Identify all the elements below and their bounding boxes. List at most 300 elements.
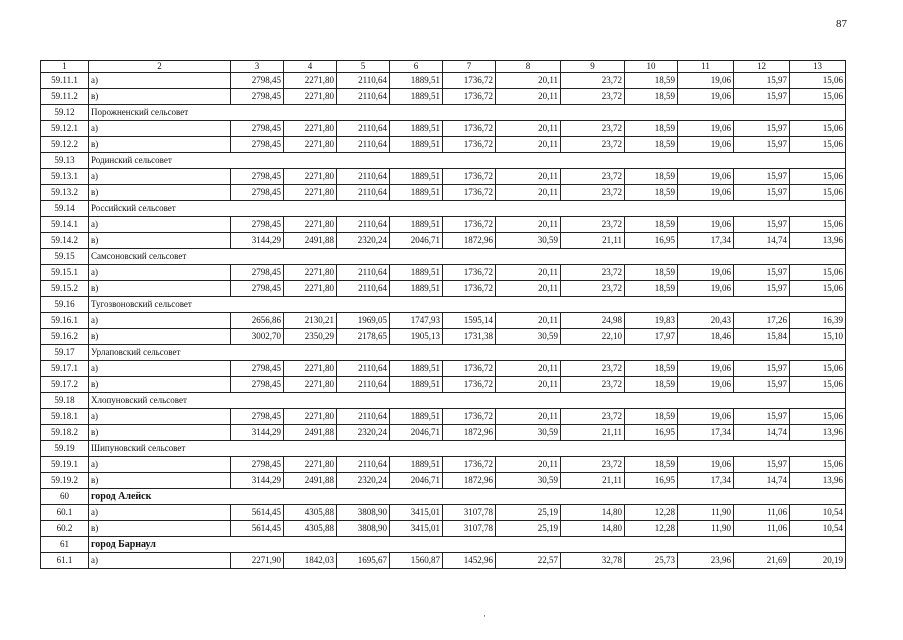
value-cell: 2798,45: [231, 265, 284, 281]
value-cell: 11,90: [678, 521, 734, 537]
value-cell: 1736,72: [443, 281, 496, 297]
value-cell: 23,72: [561, 89, 625, 105]
value-cell: 11,06: [734, 505, 790, 521]
value-cell: 15,06: [790, 409, 846, 425]
row-code: 59.18: [41, 393, 89, 409]
row-code: 59.16: [41, 297, 89, 313]
value-cell: 3144,29: [231, 233, 284, 249]
row-subtype: в): [89, 233, 231, 249]
value-cell: 2110,64: [337, 409, 390, 425]
value-cell: 19,06: [678, 409, 734, 425]
value-cell: 2271,80: [284, 281, 337, 297]
value-cell: 32,78: [561, 553, 625, 569]
value-cell: 23,72: [561, 137, 625, 153]
value-cell: 2110,64: [337, 265, 390, 281]
value-cell: 2271,80: [284, 121, 337, 137]
value-cell: 2110,64: [337, 217, 390, 233]
value-cell: 2798,45: [231, 121, 284, 137]
value-cell: 2110,64: [337, 121, 390, 137]
value-cell: 23,72: [561, 265, 625, 281]
row-code: 59.17.2: [41, 377, 89, 393]
value-cell: 1747,93: [390, 313, 443, 329]
value-cell: 18,59: [625, 409, 678, 425]
row-code: 59.13: [41, 153, 89, 169]
value-cell: 19,06: [678, 361, 734, 377]
row-subtype: а): [89, 313, 231, 329]
value-cell: 2110,64: [337, 377, 390, 393]
table-row: [41, 377, 846, 393]
group-row: [41, 345, 846, 361]
value-cell: 2046,71: [390, 425, 443, 441]
row-code: 60.1: [41, 505, 89, 521]
value-cell: 18,59: [625, 185, 678, 201]
value-cell: 1736,72: [443, 265, 496, 281]
group-name: город Алейск: [89, 489, 846, 505]
value-cell: 19,06: [678, 281, 734, 297]
value-cell: 1889,51: [390, 89, 443, 105]
value-cell: 15,06: [790, 137, 846, 153]
value-cell: 4305,88: [284, 505, 337, 521]
table-row: [41, 553, 846, 569]
value-cell: 10,54: [790, 505, 846, 521]
value-cell: 15,06: [790, 457, 846, 473]
row-code: 60: [41, 489, 89, 505]
value-cell: 20,19: [790, 553, 846, 569]
row-code: 61.1: [41, 553, 89, 569]
value-cell: 17,97: [625, 329, 678, 345]
value-cell: 17,34: [678, 233, 734, 249]
value-cell: 20,11: [496, 457, 561, 473]
value-cell: 2798,45: [231, 281, 284, 297]
value-cell: 25,19: [496, 521, 561, 537]
value-cell: 18,59: [625, 281, 678, 297]
row-subtype: в): [89, 329, 231, 345]
row-code: 59.13.2: [41, 185, 89, 201]
value-cell: 2271,80: [284, 457, 337, 473]
table-row: [41, 457, 846, 473]
value-cell: 5614,45: [231, 521, 284, 537]
value-cell: 2798,45: [231, 169, 284, 185]
column-number-header: 6: [390, 61, 443, 73]
value-cell: 19,06: [678, 377, 734, 393]
value-cell: 17,34: [678, 425, 734, 441]
value-cell: 15,97: [734, 137, 790, 153]
value-cell: 20,11: [496, 89, 561, 105]
table-row: [41, 217, 846, 233]
table-row: [41, 329, 846, 345]
value-cell: 2271,80: [284, 217, 337, 233]
page-number: 87: [836, 18, 847, 30]
value-cell: 4305,88: [284, 521, 337, 537]
value-cell: 3415,01: [390, 521, 443, 537]
value-cell: 23,72: [561, 121, 625, 137]
value-cell: 1872,96: [443, 233, 496, 249]
value-cell: 3808,90: [337, 505, 390, 521]
row-code: 59.18.1: [41, 409, 89, 425]
row-code: 59.16.2: [41, 329, 89, 345]
table-row: [41, 361, 846, 377]
value-cell: 1736,72: [443, 377, 496, 393]
value-cell: 1889,51: [390, 265, 443, 281]
value-cell: 19,06: [678, 217, 734, 233]
value-cell: 15,97: [734, 169, 790, 185]
value-cell: 22,10: [561, 329, 625, 345]
value-cell: 19,06: [678, 457, 734, 473]
value-cell: 18,59: [625, 457, 678, 473]
column-number-header: 8: [496, 61, 561, 73]
value-cell: 2656,86: [231, 313, 284, 329]
value-cell: 2491,88: [284, 233, 337, 249]
value-cell: 2798,45: [231, 409, 284, 425]
value-cell: 2271,80: [284, 185, 337, 201]
header-row: [41, 61, 846, 73]
value-cell: 3415,01: [390, 505, 443, 521]
row-code: 59.19.1: [41, 457, 89, 473]
value-cell: 30,59: [496, 233, 561, 249]
value-cell: 13,96: [790, 473, 846, 489]
value-cell: 2798,45: [231, 137, 284, 153]
value-cell: 16,95: [625, 233, 678, 249]
column-number-header: 2: [89, 61, 231, 73]
table-row: [41, 409, 846, 425]
column-number-header: 13: [790, 61, 846, 73]
value-cell: 2110,64: [337, 281, 390, 297]
row-code: 59.17: [41, 345, 89, 361]
value-cell: 18,59: [625, 121, 678, 137]
value-cell: 1731,38: [443, 329, 496, 345]
value-cell: 1889,51: [390, 73, 443, 89]
value-cell: 16,95: [625, 425, 678, 441]
value-cell: 1736,72: [443, 137, 496, 153]
row-code: 61: [41, 537, 89, 553]
value-cell: 19,06: [678, 169, 734, 185]
value-cell: 12,28: [625, 505, 678, 521]
value-cell: 2271,80: [284, 377, 337, 393]
value-cell: 2271,80: [284, 169, 337, 185]
row-code: 59.14.2: [41, 233, 89, 249]
value-cell: 23,96: [678, 553, 734, 569]
group-row: [41, 297, 846, 313]
row-subtype: а): [89, 553, 231, 569]
value-cell: 2046,71: [390, 233, 443, 249]
table-row: [41, 313, 846, 329]
value-cell: 2271,80: [284, 89, 337, 105]
table-row: [41, 137, 846, 153]
value-cell: 15,97: [734, 217, 790, 233]
tariff-table: [40, 60, 846, 569]
row-subtype: в): [89, 185, 231, 201]
value-cell: 15,97: [734, 281, 790, 297]
value-cell: 1736,72: [443, 457, 496, 473]
value-cell: 23,72: [561, 409, 625, 425]
value-cell: 19,06: [678, 73, 734, 89]
stray-mark: ·: [483, 611, 486, 621]
row-code: 59.15.2: [41, 281, 89, 297]
value-cell: 20,11: [496, 265, 561, 281]
value-cell: 20,43: [678, 313, 734, 329]
value-cell: 19,06: [678, 137, 734, 153]
value-cell: 1736,72: [443, 185, 496, 201]
value-cell: 5614,45: [231, 505, 284, 521]
value-cell: 3144,29: [231, 425, 284, 441]
value-cell: 15,06: [790, 73, 846, 89]
value-cell: 1889,51: [390, 377, 443, 393]
value-cell: 19,06: [678, 89, 734, 105]
value-cell: 13,96: [790, 233, 846, 249]
table-row: [41, 425, 846, 441]
value-cell: 15,06: [790, 377, 846, 393]
value-cell: 15,97: [734, 265, 790, 281]
value-cell: 30,59: [496, 473, 561, 489]
value-cell: 21,11: [561, 233, 625, 249]
column-number-header: 1: [41, 61, 89, 73]
row-subtype: в): [89, 89, 231, 105]
value-cell: 15,97: [734, 377, 790, 393]
value-cell: 15,10: [790, 329, 846, 345]
value-cell: 20,11: [496, 121, 561, 137]
value-cell: 21,11: [561, 473, 625, 489]
row-code: 60.2: [41, 521, 89, 537]
value-cell: 23,72: [561, 457, 625, 473]
group-row: [41, 201, 846, 217]
value-cell: 19,06: [678, 265, 734, 281]
group-name: Тугозвоновский сельсовет: [89, 297, 846, 313]
group-row: [41, 537, 846, 553]
value-cell: 2798,45: [231, 185, 284, 201]
row-subtype: в): [89, 377, 231, 393]
row-code: 59.15: [41, 249, 89, 265]
column-number-header: 7: [443, 61, 496, 73]
value-cell: 1889,51: [390, 457, 443, 473]
column-number-header: 11: [678, 61, 734, 73]
value-cell: 15,97: [734, 457, 790, 473]
table-row: [41, 233, 846, 249]
value-cell: 23,72: [561, 169, 625, 185]
value-cell: 2130,21: [284, 313, 337, 329]
value-cell: 18,59: [625, 361, 678, 377]
value-cell: 14,74: [734, 233, 790, 249]
value-cell: 21,11: [561, 425, 625, 441]
value-cell: 14,74: [734, 473, 790, 489]
value-cell: 18,59: [625, 89, 678, 105]
table-row: [41, 121, 846, 137]
table-row: [41, 505, 846, 521]
row-subtype: а): [89, 505, 231, 521]
value-cell: 23,72: [561, 377, 625, 393]
table-body: [41, 61, 846, 569]
value-cell: 2271,80: [284, 137, 337, 153]
value-cell: 1889,51: [390, 361, 443, 377]
value-cell: 1889,51: [390, 169, 443, 185]
group-name: Порожненский сельсовет: [89, 105, 846, 121]
value-cell: 3144,29: [231, 473, 284, 489]
row-subtype: а): [89, 73, 231, 89]
group-row: [41, 105, 846, 121]
row-code: 59.11.2: [41, 89, 89, 105]
value-cell: 2271,80: [284, 265, 337, 281]
value-cell: 18,59: [625, 265, 678, 281]
row-code: 59.12.1: [41, 121, 89, 137]
value-cell: 20,11: [496, 377, 561, 393]
value-cell: 20,11: [496, 313, 561, 329]
value-cell: 15,06: [790, 217, 846, 233]
column-number-header: 4: [284, 61, 337, 73]
value-cell: 1889,51: [390, 121, 443, 137]
value-cell: 1872,96: [443, 425, 496, 441]
row-subtype: а): [89, 121, 231, 137]
value-cell: 11,06: [734, 521, 790, 537]
value-cell: 1969,05: [337, 313, 390, 329]
group-name: город Барнаул: [89, 537, 846, 553]
value-cell: 1560,87: [390, 553, 443, 569]
row-subtype: а): [89, 169, 231, 185]
value-cell: 20,11: [496, 169, 561, 185]
value-cell: 24,98: [561, 313, 625, 329]
value-cell: 1889,51: [390, 137, 443, 153]
row-subtype: а): [89, 265, 231, 281]
value-cell: 18,59: [625, 169, 678, 185]
column-number-header: 5: [337, 61, 390, 73]
value-cell: 12,28: [625, 521, 678, 537]
value-cell: 3808,90: [337, 521, 390, 537]
table-row: [41, 521, 846, 537]
value-cell: 1736,72: [443, 217, 496, 233]
value-cell: 15,97: [734, 89, 790, 105]
value-cell: 20,11: [496, 281, 561, 297]
column-number-header: 12: [734, 61, 790, 73]
value-cell: 2798,45: [231, 73, 284, 89]
value-cell: 15,97: [734, 121, 790, 137]
value-cell: 1736,72: [443, 73, 496, 89]
row-subtype: а): [89, 457, 231, 473]
value-cell: 15,06: [790, 169, 846, 185]
value-cell: 15,97: [734, 73, 790, 89]
value-cell: 3107,78: [443, 521, 496, 537]
value-cell: 15,97: [734, 185, 790, 201]
table-row: [41, 473, 846, 489]
value-cell: 3107,78: [443, 505, 496, 521]
value-cell: 23,72: [561, 217, 625, 233]
value-cell: 2271,80: [284, 73, 337, 89]
value-cell: 10,54: [790, 521, 846, 537]
row-code: 59.14: [41, 201, 89, 217]
group-name: Российский сельсовет: [89, 201, 846, 217]
value-cell: 15,97: [734, 361, 790, 377]
row-code: 59.18.2: [41, 425, 89, 441]
row-code: 59.19.2: [41, 473, 89, 489]
value-cell: 15,06: [790, 265, 846, 281]
value-cell: 2350,29: [284, 329, 337, 345]
value-cell: 25,19: [496, 505, 561, 521]
value-cell: 2491,88: [284, 425, 337, 441]
value-cell: 1452,96: [443, 553, 496, 569]
value-cell: 30,59: [496, 329, 561, 345]
group-name: Родинский сельсовет: [89, 153, 846, 169]
value-cell: 2271,90: [231, 553, 284, 569]
value-cell: 15,06: [790, 121, 846, 137]
value-cell: 15,06: [790, 281, 846, 297]
value-cell: 15,06: [790, 89, 846, 105]
value-cell: 16,39: [790, 313, 846, 329]
value-cell: 1872,96: [443, 473, 496, 489]
value-cell: 2798,45: [231, 361, 284, 377]
row-code: 59.15.1: [41, 265, 89, 281]
group-row: [41, 249, 846, 265]
group-name: Хлопуновский сельсовет: [89, 393, 846, 409]
value-cell: 15,06: [790, 361, 846, 377]
value-cell: 2110,64: [337, 361, 390, 377]
value-cell: 30,59: [496, 425, 561, 441]
row-subtype: в): [89, 281, 231, 297]
row-subtype: а): [89, 217, 231, 233]
value-cell: 15,06: [790, 185, 846, 201]
group-name: Урлаповский сельсовет: [89, 345, 846, 361]
row-subtype: а): [89, 361, 231, 377]
group-row: [41, 489, 846, 505]
value-cell: 15,97: [734, 409, 790, 425]
table-row: [41, 73, 846, 89]
row-code: 59.13.1: [41, 169, 89, 185]
value-cell: 1842,03: [284, 553, 337, 569]
value-cell: 2798,45: [231, 89, 284, 105]
value-cell: 14,74: [734, 425, 790, 441]
value-cell: 13,96: [790, 425, 846, 441]
value-cell: 3002,70: [231, 329, 284, 345]
value-cell: 2178,65: [337, 329, 390, 345]
column-number-header: 3: [231, 61, 284, 73]
value-cell: 1736,72: [443, 169, 496, 185]
table-row: [41, 281, 846, 297]
value-cell: 18,59: [625, 377, 678, 393]
row-code: 59.17.1: [41, 361, 89, 377]
value-cell: 1889,51: [390, 409, 443, 425]
value-cell: 23,72: [561, 361, 625, 377]
group-row: [41, 441, 846, 457]
table-row: [41, 185, 846, 201]
value-cell: 22,57: [496, 553, 561, 569]
row-code: 59.16.1: [41, 313, 89, 329]
row-subtype: в): [89, 425, 231, 441]
value-cell: 20,11: [496, 409, 561, 425]
value-cell: 1889,51: [390, 217, 443, 233]
value-cell: 1889,51: [390, 185, 443, 201]
column-number-header: 10: [625, 61, 678, 73]
value-cell: 19,06: [678, 185, 734, 201]
group-name: Шипуновский сельсовет: [89, 441, 846, 457]
value-cell: 25,73: [625, 553, 678, 569]
value-cell: 14,80: [561, 521, 625, 537]
value-cell: 1736,72: [443, 121, 496, 137]
value-cell: 1736,72: [443, 409, 496, 425]
value-cell: 2798,45: [231, 377, 284, 393]
value-cell: 2491,88: [284, 473, 337, 489]
value-cell: 2271,80: [284, 409, 337, 425]
table-row: [41, 169, 846, 185]
value-cell: 20,11: [496, 217, 561, 233]
value-cell: 17,34: [678, 473, 734, 489]
value-cell: 1595,14: [443, 313, 496, 329]
value-cell: 17,26: [734, 313, 790, 329]
value-cell: 20,11: [496, 137, 561, 153]
value-cell: 2110,64: [337, 457, 390, 473]
value-cell: 20,11: [496, 73, 561, 89]
row-code: 59.12: [41, 105, 89, 121]
row-subtype: в): [89, 521, 231, 537]
group-row: [41, 153, 846, 169]
value-cell: 2110,64: [337, 185, 390, 201]
value-cell: 18,59: [625, 73, 678, 89]
column-number-header: 9: [561, 61, 625, 73]
